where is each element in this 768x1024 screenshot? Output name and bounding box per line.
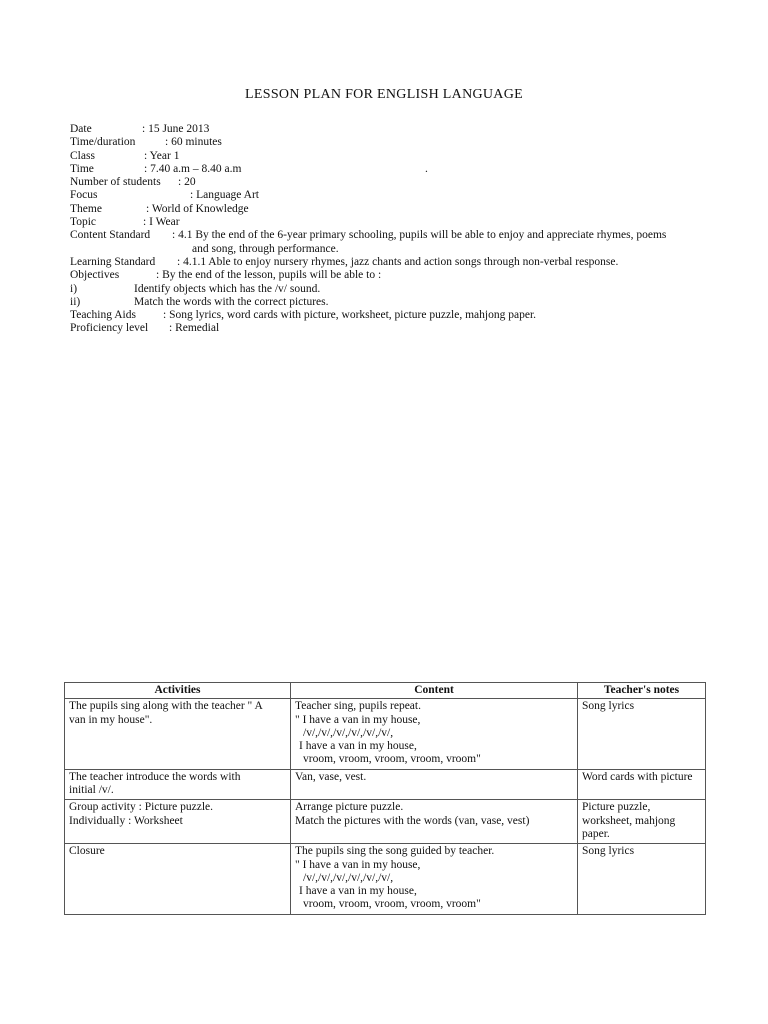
lesson-info [70, 123, 680, 336]
cell-line: Match the pictures with the words (van, vase, vest) [295, 814, 530, 827]
cell-line: /v/,/v/,/v/,/v/,/v/,/v/, [303, 871, 394, 884]
info-teaching-aids [70, 309, 680, 322]
info-students [70, 176, 680, 189]
objective-number: i) [70, 282, 78, 295]
cell-line: /v/,/v/,/v/,/v/,/v/,/v/, [303, 726, 394, 739]
info-class [70, 150, 680, 163]
cell-line: " I have a van in my house, [295, 713, 421, 726]
table-row [65, 699, 706, 769]
learning-standard-value: : 4.1.1 Able to enjoy nursery rhymes, jazz chants and action songs through non-verbal response. [177, 255, 619, 268]
info-content-standard-cont [70, 243, 680, 256]
notes-cell [578, 769, 706, 800]
date-value: : 15 June 2013 [142, 123, 210, 135]
proficiency-value: : Remedial [169, 322, 220, 335]
content-cell [291, 699, 578, 769]
cell-line: The teacher introduce the words with [69, 770, 241, 783]
cell-line: Arrange picture puzzle. [295, 801, 404, 814]
header-activities: Activities [65, 683, 291, 699]
cell-line: I have a van in my house, [299, 885, 417, 898]
cell-line: initial /v/. [69, 784, 114, 797]
info-content-standard [70, 229, 680, 242]
header-content: Content [291, 683, 578, 699]
proficiency-label: Proficiency level [70, 322, 149, 335]
info-proficiency [70, 322, 680, 335]
cell-line: I have a van in my house, [299, 740, 417, 753]
theme-label: Theme [70, 202, 102, 215]
duration-label: Time/duration [70, 136, 136, 149]
notes-cell [578, 699, 706, 769]
activity-cell [65, 844, 291, 914]
table-row [65, 769, 706, 800]
info-duration [70, 136, 680, 149]
cell-line: Song lyrics [582, 700, 635, 713]
time-value: : 7.40 a.m – 8.40 a.m [144, 162, 242, 175]
students-label: Number of students [70, 176, 161, 189]
focus-value: : Language Art [190, 189, 259, 202]
cell-line: Word cards with picture [582, 770, 693, 783]
lesson-activities-table [64, 682, 706, 915]
content-cell [291, 844, 578, 914]
focus-label: Focus [70, 189, 98, 202]
teaching-aids-value: : Song lyrics, word cards with picture, worksheet, picture puzzle, mahjong paper. [163, 309, 537, 322]
notes-cell [578, 800, 706, 844]
info-time [70, 163, 680, 176]
cell-line: Song lyrics [582, 845, 635, 858]
activity-cell [65, 699, 291, 769]
activity-cell [65, 800, 291, 844]
students-value: : 20 [178, 176, 196, 189]
info-date [70, 123, 680, 136]
objective-number: ii) [70, 295, 81, 308]
cell-line: Individually : Worksheet [69, 814, 183, 827]
info-learning-standard [70, 256, 680, 269]
topic-value: : I Wear [143, 216, 180, 229]
objectives-label: Objectives [70, 269, 120, 282]
class-value: : Year 1 [144, 149, 180, 162]
topic-label: Topic [70, 216, 97, 229]
learning-standard-label: Learning Standard [70, 255, 156, 268]
cell-line: worksheet, mahjong [582, 814, 676, 827]
info-focus [70, 189, 680, 202]
cell-line: Picture puzzle, [582, 801, 651, 814]
class-label: Class [70, 149, 95, 162]
time-trailing-dot: . [425, 162, 428, 175]
cell-line: paper. [582, 827, 610, 840]
info-topic [70, 216, 680, 229]
objective-text: Identify objects which has the /v/ sound. [134, 282, 321, 295]
table-row [65, 800, 706, 844]
cell-line: Closure [69, 845, 105, 858]
cell-line: Van, vase, vest. [295, 770, 367, 783]
content-cell [291, 769, 578, 800]
content-standard-value-line2: and song, through performance. [192, 242, 339, 255]
cell-line: " I have a van in my house, [295, 858, 421, 871]
teaching-aids-label: Teaching Aids [70, 309, 136, 322]
table-header-row [65, 683, 706, 699]
document-title: LESSON PLAN FOR ENGLISH LANGUAGE [245, 87, 523, 102]
cell-line: Group activity : Picture puzzle. [69, 801, 214, 814]
notes-cell [578, 844, 706, 914]
date-label: Date [70, 123, 92, 135]
objective-item [70, 296, 680, 309]
info-objectives [70, 269, 680, 282]
cell-line: vroom, vroom, vroom, vroom, vroom" [303, 753, 481, 766]
content-standard-label: Content Standard [70, 229, 151, 242]
objective-text: Match the words with the correct pictures. [134, 295, 329, 308]
duration-value: : 60 minutes [165, 136, 222, 149]
cell-line: The pupils sing the song guided by teacher. [295, 845, 495, 858]
activity-cell [65, 769, 291, 800]
info-theme [70, 203, 680, 216]
cell-line: van in my house". [69, 713, 153, 726]
content-standard-value: : 4.1 By the end of the 6-year primary schooling, pupils will be able to enjoy and appreciate rhymes, poems [172, 229, 667, 242]
objective-item [70, 283, 680, 296]
cell-line: vroom, vroom, vroom, vroom, vroom" [303, 898, 481, 911]
objectives-value: : By the end of the lesson, pupils will be able to : [156, 269, 382, 282]
header-teachers-notes: Teacher's notes [578, 683, 706, 699]
table-row [65, 844, 706, 914]
theme-value: : World of Knowledge [146, 202, 249, 215]
content-cell [291, 800, 578, 844]
time-label: Time [70, 162, 94, 175]
cell-line: The pupils sing along with the teacher " A [69, 700, 263, 713]
cell-line: Teacher sing, pupils repeat. [295, 700, 421, 713]
